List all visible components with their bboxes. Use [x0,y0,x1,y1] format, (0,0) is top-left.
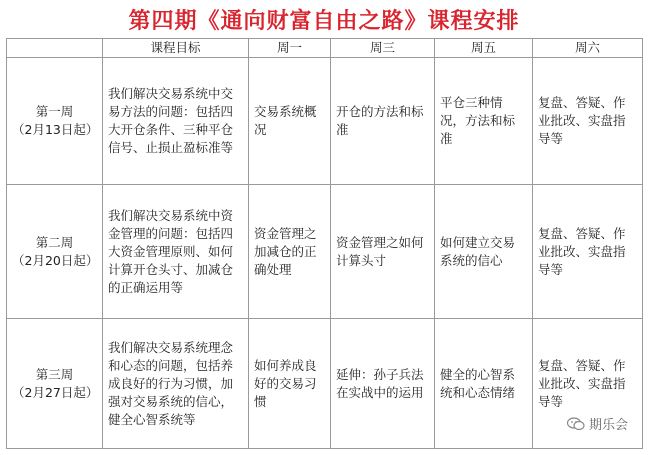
table-row [7,185,643,319]
week-cell [7,319,103,449]
header-goal: 课程目标 [103,39,249,58]
goal-cell: 我们解决交易系统中资金管理的问题：包括四大资金管理原则、如何计算开仓头寸、加减仓的正确运用等 [103,185,249,319]
header-friday: 周五 [435,39,533,58]
saturday-cell: 复盘、答疑、作业批改、实盘指导等 [533,58,643,185]
week-date: （2月20日起） [12,252,99,268]
schedule-table [6,38,643,449]
watermark-text: 期乐会 [588,418,628,433]
week-cell [7,58,103,185]
monday-cell: 资金管理之加减仓的正确处理 [249,185,331,319]
friday-cell: 平仓三种情况，方法和标准 [435,58,533,185]
wednesday-cell: 开仓的方法和标准 [331,58,435,185]
week-label: 第一周 [35,104,74,119]
goal-cell: 我们解决交易系统中交易方法的问题：包括四大开仓条件、三种平仓信号、止损止盈标准等 [103,58,249,185]
saturday-cell: 复盘、答疑、作业批改、实盘指导等 [533,319,643,449]
week-date: （2月27日起） [12,384,99,400]
header-row [7,39,643,58]
monday-cell: 交易系统概况 [249,58,331,185]
wechat-icon [567,417,585,431]
header-week [7,39,103,58]
watermark [567,414,628,433]
wednesday-cell: 延伸：孙子兵法在实战中的运用 [331,319,435,449]
saturday-cell: 复盘、答疑、作业批改、实盘指导等 [533,185,643,319]
goal-cell: 我们解决交易系统理念和心态的问题，包括养成良好的行为习惯，加强对交易系统的信心，健全心智系统等 [103,319,249,449]
week-label: 第三周 [35,366,74,382]
week-label: 第二周 [35,234,74,250]
table-row [7,58,643,185]
week-date: （2月13日起） [12,122,99,137]
header-wednesday: 周三 [331,39,435,58]
week-cell [7,185,103,319]
header-monday: 周一 [249,39,331,58]
title-bar [0,0,648,38]
header-saturday: 周六 [533,39,643,58]
friday-cell: 健全的心智系统和心态情绪 [435,319,533,449]
friday-cell: 如何建立交易系统的信心 [435,185,533,319]
page-title: 第四期《通向财富自由之路》课程安排 [128,7,520,34]
monday-cell: 如何养成良好的交易习惯 [249,319,331,449]
wednesday-cell: 资金管理之如何计算头寸 [331,185,435,319]
table-row [7,319,643,449]
